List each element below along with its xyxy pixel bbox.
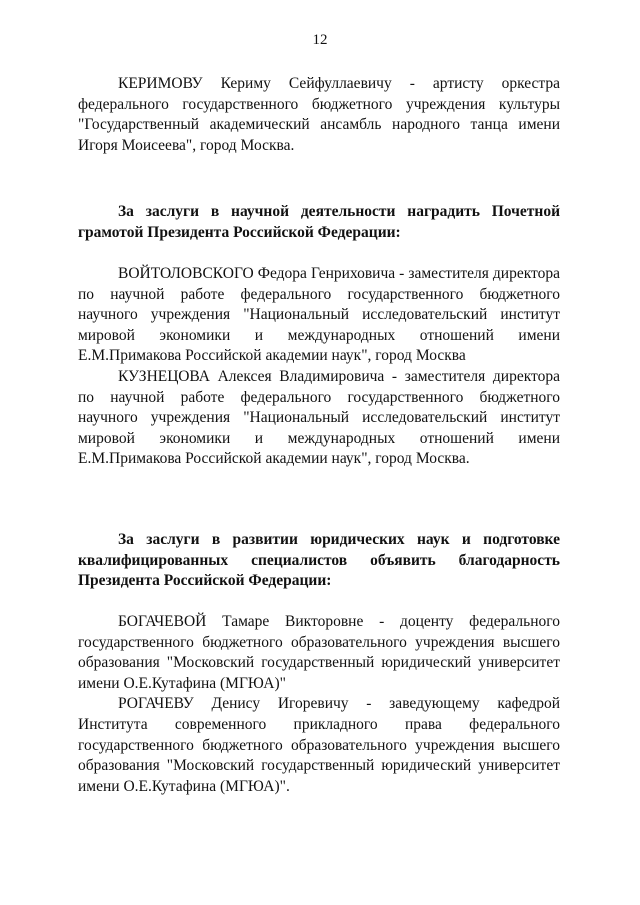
award-entries-top: [78, 74, 560, 156]
section-heading-science: За заслуги в научной деятельности наградить Почетной грамотой Президента Российской Федерации:: [78, 203, 560, 241]
award-entry-voytolovsky: ВОЙТОЛОВСКОГО Федора Генриховича - заместителя директора по научной работе федерального государственного бюджетного научного учреждения "Национальный исследовательский институт мировой экономики и международных отношений имени Е.М.Примакова Российской академии наук", город Москва: [78, 265, 560, 365]
award-entries-law: [78, 612, 560, 797]
page-number: 12: [312, 32, 328, 48]
award-entry-kuznetsov: КУЗНЕЦОВА Алексея Владимировича - заместителя директора по научной работе федерального государственного бюджетного научного учреждения "Национальный исследовательский институт мировой экономики и международных отношений имени Е.М.Примакова Российской академии наук", город Москва.: [78, 367, 560, 468]
award-entry-bogacheva: БОГАЧЕВОЙ Тамаре Викторовне - доценту федерального государственного бюджетного образовательного учреждения высшего образования "Московский государственный юридический университет имени О.Е.Кутафина (МГЮА)": [78, 613, 560, 692]
award-entry-kerimov: КЕРИМОВУ Кериму Сейфуллаевичу - артисту оркестра федерального государственного бюджетного учреждения культуры "Государственный академический ансамбль народного танца имени Игоря Моисеева", город Москва.: [78, 75, 560, 154]
section-heading-law: За заслуги в развитии юридических наук и подготовке квалифицированных специалистов объявить благодарность Президента Российской Федерации:: [78, 531, 560, 590]
award-entries-science: [78, 264, 560, 470]
section-law: [78, 530, 560, 592]
section-science: [78, 202, 560, 243]
award-entry-rogachev: РОГАЧЕВУ Денису Игоревичу - заведующему кафедрой Института современного прикладного права федерального государственного бюджетного образовательного учреждения высшего образования "Московский государственный юридический университет имени О.Е.Кутафина (МГЮА)".: [78, 695, 560, 795]
